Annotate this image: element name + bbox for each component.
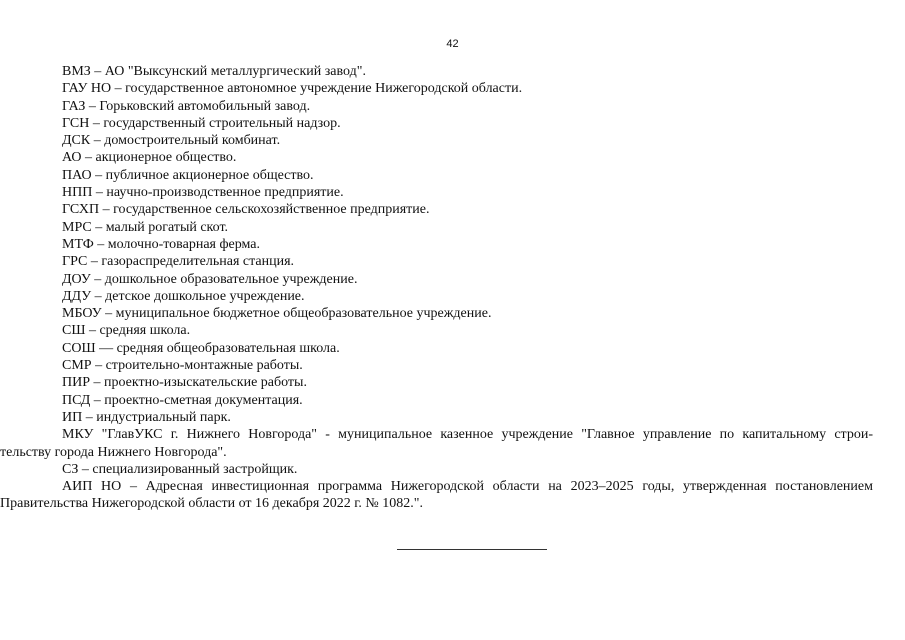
abbreviation-smr: СМР – строительно-монтажные работы. [62, 358, 303, 374]
abbreviation-npp: НПП – научно-производственное предприятие. [62, 185, 344, 201]
abbreviation-pir: ПИР – проектно-изыскательские работы. [62, 375, 307, 391]
aip-line-2: Правительства Нижегородской области от 16 декабря 2022 г. № 1082.". [0, 496, 423, 512]
end-rule [397, 549, 547, 550]
abbreviation-psd: ПСД – проектно-сметная документация. [62, 392, 303, 408]
mku-line-2: тельству города Нижнего Новгорода". [0, 444, 227, 460]
abbreviation-sosh: СОШ — средняя общеобразовательная школа. [62, 340, 340, 356]
abbreviation-pao: ПАО – публичное акционерное общество. [62, 167, 314, 183]
abbreviations-list [0, 63, 873, 513]
abbreviation-vmz: ВМЗ – АО "Выксунский металлургический завод". [62, 64, 366, 79]
mku-line-1: МКУ "ГлавУКС г. Нижнего Новгорода" - муниципальное казенное учреждение "Главное управление по капитальному строи- [62, 427, 873, 443]
abbreviation-mbou: МБОУ – муниципальное бюджетное общеобразовательное учреждение. [62, 306, 492, 322]
abbreviation-dou: ДОУ – дошкольное образовательное учреждение. [62, 271, 358, 287]
abbreviation-sh: СШ – средняя школа. [62, 323, 191, 339]
abbreviation-aip-no [0, 478, 873, 513]
abbreviation-ao: АО – акционерное общество. [62, 150, 237, 166]
abbreviation-dsk: ДСК – домостроительный комбинат. [62, 133, 281, 149]
abbreviation-ddu: ДДУ – детское дошкольное учреждение. [62, 288, 305, 304]
abbreviation-mtf: МТФ – молочно-товарная ферма. [62, 236, 261, 252]
abbreviation-gaz: ГАЗ – Горьковский автомобильный завод. [62, 98, 311, 114]
abbreviation-ip: ИП – индустриальный парк. [62, 409, 231, 425]
page-number: 42 [446, 38, 459, 50]
abbreviation-grs: ГРС – газораспределительная станция. [62, 254, 295, 270]
abbreviation-mku [0, 426, 873, 461]
abbreviation-sz: СЗ – специализированный застройщик. [62, 461, 298, 477]
abbreviation-mrs: МРС – малый рогатый скот. [62, 219, 229, 235]
aip-line-1: АИП НО – Адресная инвестиционная программа Нижегородской области на 2023–2025 годы, утвержденная постановлением [62, 479, 873, 495]
abbreviation-gau-no: ГАУ НО – государственное автономное учреждение Нижегородской области. [62, 81, 523, 97]
abbreviation-gshp: ГСХП – государственное сельскохозяйственное предприятие. [62, 202, 430, 218]
abbreviation-gsn: ГСН – государственный строительный надзор. [62, 115, 341, 131]
